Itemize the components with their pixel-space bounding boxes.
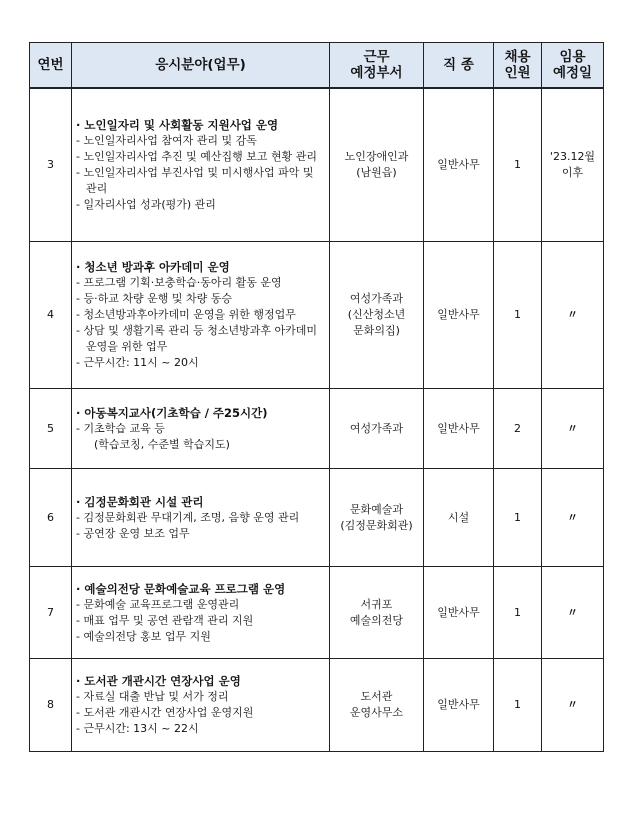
duty-item: (학습코칭, 수준별 학습지도)	[94, 437, 230, 451]
row-number: 4	[30, 242, 72, 389]
duty-title: · 아동복지교사(기초학습 / 주25시간)	[76, 405, 268, 420]
table-row	[30, 88, 604, 242]
start-date: 〃	[542, 242, 604, 389]
header-count-line1: 채용	[504, 49, 531, 65]
dept-cell	[330, 469, 424, 567]
dept-line: 서귀포	[360, 597, 393, 611]
header-dept-line2: 예정부서	[350, 65, 403, 81]
dept-cell	[330, 242, 424, 389]
row-number: 8	[30, 659, 72, 752]
job-type: 일반사무	[424, 659, 494, 752]
table-row	[30, 242, 604, 389]
start-date-line: 이후	[561, 166, 584, 179]
duty-item: - 기초학습 교육 등	[76, 421, 165, 435]
header-no: 연번	[30, 43, 72, 89]
duty-title: · 김정문화회관 시설 관리	[76, 494, 204, 509]
dept-line: 문화예술과	[349, 502, 404, 516]
duty-item: - 일자리사업 성과(평가) 관리	[76, 198, 216, 211]
start-date-line: '23.12월	[549, 150, 596, 163]
duty-item: - 매표 업무 및 공연 관람객 관리 지원	[76, 613, 254, 627]
duty-item: - 노인일자리사업 참여자 관리 및 감독	[76, 134, 257, 147]
dept-line: (신산청소년	[347, 308, 406, 321]
recruitment-table	[29, 42, 604, 752]
dept-line: 노인장애인과	[344, 150, 409, 163]
row-number: 6	[30, 469, 72, 567]
duty-item: - 근무시간: 11시 ~ 20시	[76, 356, 199, 369]
duty-item: - 등·하교 차량 운행 및 차량 동승	[76, 292, 232, 305]
job-type: 시설	[424, 469, 494, 567]
row-number: 7	[30, 567, 72, 659]
job-type: 일반사무	[424, 242, 494, 389]
duty-item: - 근무시간: 13시 ~ 22시	[76, 722, 199, 735]
duty-cell	[72, 567, 330, 659]
row-number: 5	[30, 389, 72, 469]
header-count-line2: 인원	[504, 65, 531, 81]
duty-item: - 김정문화회관 무대기계, 조명, 음향 운영 관리	[76, 510, 300, 524]
job-type: 일반사무	[424, 88, 494, 242]
job-type: 일반사무	[424, 389, 494, 469]
hire-count: 1	[494, 242, 542, 389]
duty-item: - 예술의전당 홍보 업무 지원	[76, 629, 211, 643]
duty-item: - 도서관 개관시간 연장사업 운영지원	[76, 706, 254, 719]
header-type: 직 종	[424, 43, 494, 89]
hire-count: 2	[494, 389, 542, 469]
dept-line: 문화의집)	[353, 324, 400, 337]
start-date: 〃	[542, 389, 604, 469]
duty-item: - 문화예술 교육프로그램 운영관리	[76, 597, 240, 611]
start-date: 〃	[542, 469, 604, 567]
duty-title: · 예술의전당 문화예술교육 프로그램 운영	[76, 581, 286, 596]
duty-item: - 프로그램 기획·보충학습·동아리 활동 운영	[76, 276, 282, 289]
duty-item: - 상담 및 생활기록 관리 등 청소년방과후 아카데미 운영을 위한 업무	[76, 324, 317, 353]
duty-cell	[72, 389, 330, 469]
table-row	[30, 469, 604, 567]
start-date	[542, 88, 604, 242]
dept-line: 도서관	[360, 690, 393, 703]
hire-count: 1	[494, 567, 542, 659]
hire-count: 1	[494, 469, 542, 567]
dept-line: 예술의전당	[349, 613, 404, 627]
duty-item: - 공연장 운영 보조 업무	[76, 526, 190, 540]
hire-count: 1	[494, 88, 542, 242]
dept-line: 여성가족과	[349, 421, 404, 435]
table-row	[30, 389, 604, 469]
duty-cell	[72, 242, 330, 389]
duty-item: - 노인일자리사업 부진사업 및 미시행사업 파악 및 관리	[76, 166, 314, 195]
duty-item: - 청소년방과후아카데미 운영을 위한 행정업무	[76, 308, 296, 321]
duty-title: · 청소년 방과후 아카데미 운영	[76, 260, 230, 274]
dept-cell	[330, 567, 424, 659]
dept-cell	[330, 659, 424, 752]
table-row	[30, 567, 604, 659]
duty-item: - 노인일자리사업 추진 및 예산집행 보고 현황 관리	[76, 150, 317, 163]
job-type: 일반사무	[424, 567, 494, 659]
header-dept	[330, 43, 424, 89]
hire-count: 1	[494, 659, 542, 752]
dept-line: (남원읍)	[356, 166, 397, 179]
duty-cell	[72, 469, 330, 567]
duty-cell	[72, 659, 330, 752]
row-number: 3	[30, 88, 72, 242]
header-row	[30, 43, 604, 89]
duty-title: · 도서관 개관시간 연장사업 운영	[76, 674, 241, 688]
header-date-line1: 임용	[559, 49, 586, 65]
header-date-line2: 예정일	[552, 65, 593, 81]
duty-item: - 자료실 대출 반납 및 서가 정리	[76, 690, 229, 703]
dept-line: 여성가족과	[349, 292, 404, 305]
dept-cell	[330, 88, 424, 242]
dept-line: 운영사무소	[349, 706, 404, 719]
duty-cell	[72, 88, 330, 242]
table-row	[30, 659, 604, 752]
dept-line: (김정문화회관)	[340, 518, 413, 532]
header-dept-line1: 근무	[363, 49, 390, 65]
duty-title: · 노인일자리 및 사회활동 지원사업 운영	[76, 118, 279, 132]
header-count	[494, 43, 542, 89]
start-date: 〃	[542, 659, 604, 752]
header-field: 응시분야(업무)	[72, 43, 330, 89]
header-date	[542, 43, 604, 89]
dept-cell	[330, 389, 424, 469]
start-date: 〃	[542, 567, 604, 659]
